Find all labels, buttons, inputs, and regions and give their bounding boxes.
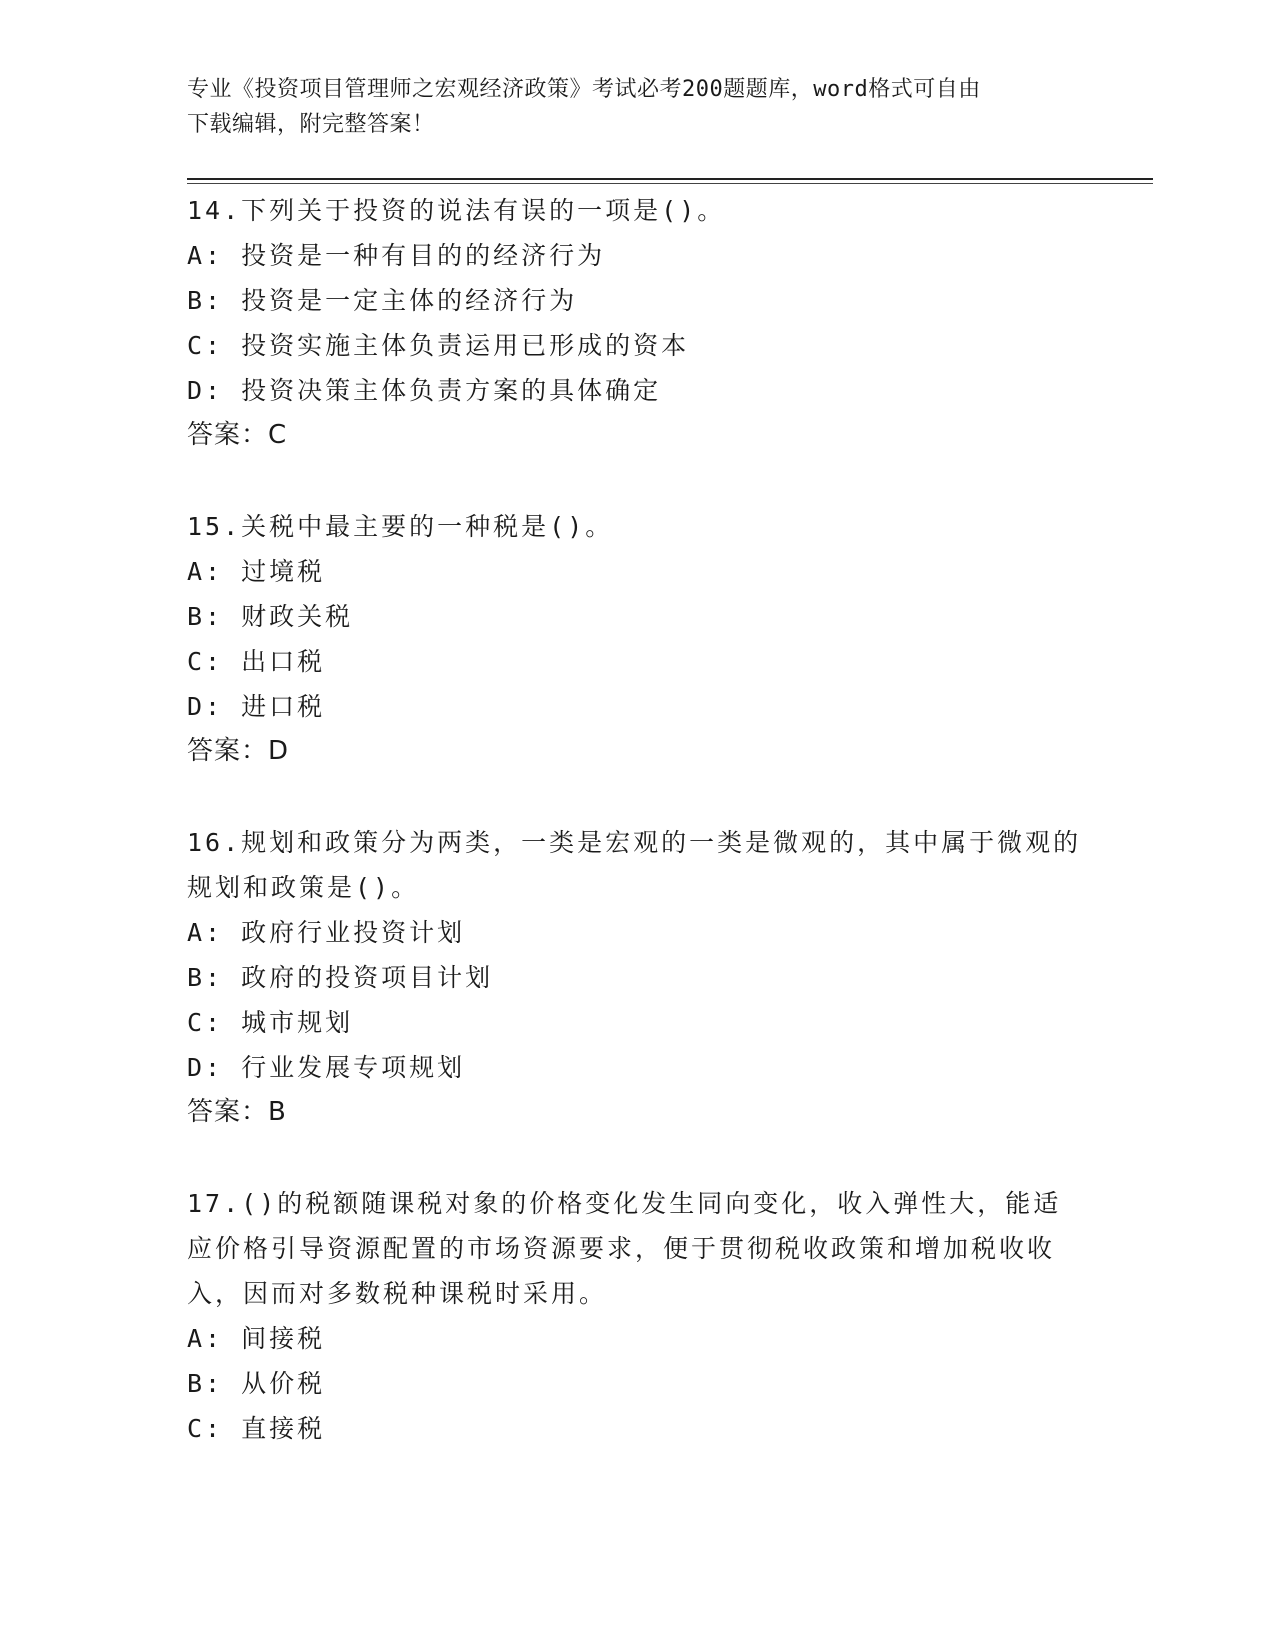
- document-header: [187, 72, 1087, 142]
- option-d: D: 行业发展专项规划: [187, 1053, 466, 1082]
- question-17: [187, 1181, 1087, 1451]
- question-stem: 14.下列关于投资的说法有误的一项是()。: [187, 196, 726, 225]
- header-divider-thin: [187, 183, 1153, 184]
- option-d: D: 投资决策主体负责方案的具体确定: [187, 376, 662, 405]
- question-list: [187, 188, 1087, 1497]
- option-b: B: 从价税: [187, 1369, 326, 1398]
- question-stem: 15.关税中最主要的一种税是()。: [187, 512, 614, 541]
- answer-label: 答案：C: [187, 420, 288, 450]
- option-c: C: 直接税: [187, 1414, 326, 1443]
- option-a: A: 间接税: [187, 1324, 326, 1353]
- option-c: C: 投资实施主体负责运用已形成的资本: [187, 331, 690, 360]
- option-a: A: 政府行业投资计划: [187, 918, 466, 947]
- option-c: C: 出口税: [187, 647, 326, 676]
- option-b: B: 投资是一定主体的经济行为: [187, 286, 578, 315]
- option-a: A: 投资是一种有目的的经济行为: [187, 241, 606, 270]
- question-15: [187, 504, 1087, 774]
- question-stem: 16.规划和政策分为两类，一类是宏观的一类是微观的，其中属于微观的规划和政策是()。: [187, 828, 1082, 902]
- header-divider-thick: [187, 178, 1153, 180]
- question-16: [187, 820, 1087, 1135]
- question-14: [187, 188, 1087, 458]
- header-line-2: 下载编辑，附完整答案！: [187, 112, 435, 137]
- answer-label: 答案：D: [187, 736, 290, 766]
- option-c: C: 城市规划: [187, 1008, 354, 1037]
- option-d: D: 进口税: [187, 692, 326, 721]
- header-line-1: 专业《投资项目管理师之宏观经济政策》考试必考200题题库，word格式可自由: [187, 77, 981, 102]
- option-b: B: 政府的投资项目计划: [187, 963, 494, 992]
- answer-label: 答案：B: [187, 1097, 287, 1127]
- question-stem: 17.()的税额随课税对象的价格变化发生同向变化，收入弹性大，能适应价格引导资源配置的市场资源要求，便于贯彻税收政策和增加税收收入，因而对多数税种课税时采用。: [187, 1189, 1062, 1308]
- option-a: A: 过境税: [187, 557, 326, 586]
- option-b: B: 财政关税: [187, 602, 354, 631]
